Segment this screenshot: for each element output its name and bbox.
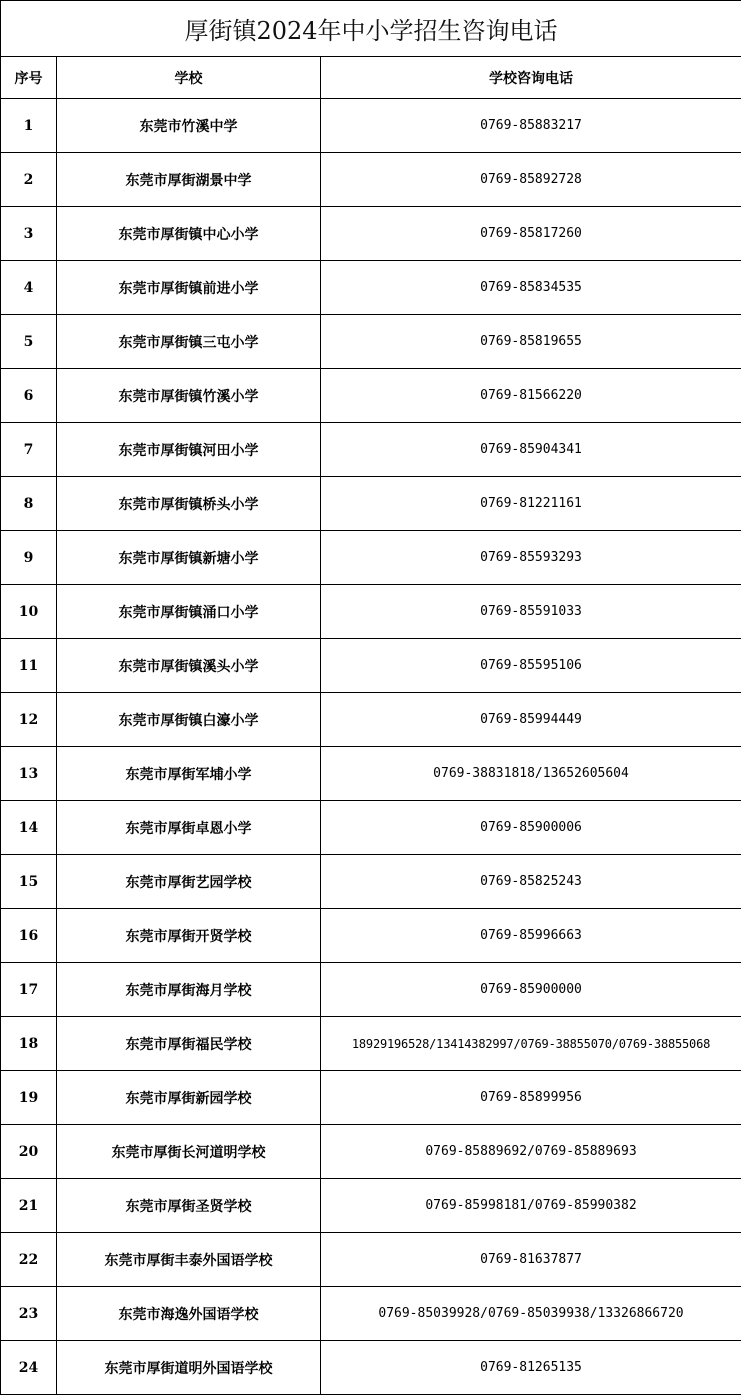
- row-number: 11: [1, 639, 57, 693]
- row-number: 1: [1, 99, 57, 153]
- table-row: [1, 1341, 741, 1395]
- school-phone: 0769-85998181/0769-85990382: [321, 1179, 741, 1233]
- table-row: [1, 1287, 741, 1341]
- school-name: 东莞市厚街镇中心小学: [57, 207, 321, 261]
- school-name: 东莞市厚街圣贤学校: [57, 1179, 321, 1233]
- school-name: 东莞市厚街福民学校: [57, 1017, 321, 1071]
- school-name: 东莞市厚街卓恩小学: [57, 801, 321, 855]
- table-row: [1, 585, 741, 639]
- school-phone: 0769-85904341: [321, 423, 741, 477]
- row-number: 12: [1, 693, 57, 747]
- school-phone: 0769-85900006: [321, 801, 741, 855]
- row-number: 16: [1, 909, 57, 963]
- school-name: 东莞市厚街新园学校: [57, 1071, 321, 1125]
- school-name: 东莞市厚街镇河田小学: [57, 423, 321, 477]
- school-phone: 0769-81265135: [321, 1341, 741, 1395]
- school-phone: 0769-85039928/0769-85039938/13326866720: [321, 1287, 741, 1341]
- school-phone: 0769-85996663: [321, 909, 741, 963]
- school-phone: 0769-85591033: [321, 585, 741, 639]
- row-number: 8: [1, 477, 57, 531]
- table-row: [1, 153, 741, 207]
- header-no: 序号: [1, 57, 57, 99]
- school-name: 东莞市海逸外国语学校: [57, 1287, 321, 1341]
- school-name: 东莞市厚街长河道明学校: [57, 1125, 321, 1179]
- table-row: [1, 909, 741, 963]
- school-phone: 0769-85994449: [321, 693, 741, 747]
- row-number: 15: [1, 855, 57, 909]
- row-number: 9: [1, 531, 57, 585]
- school-phone: 0769-38831818/13652605604: [321, 747, 741, 801]
- row-number: 13: [1, 747, 57, 801]
- table-row: [1, 1233, 741, 1287]
- school-name: 东莞市厚街镇溪头小学: [57, 639, 321, 693]
- school-phone: 0769-85892728: [321, 153, 741, 207]
- row-number: 18: [1, 1017, 57, 1071]
- row-number: 7: [1, 423, 57, 477]
- row-number: 20: [1, 1125, 57, 1179]
- school-phone: 18929196528/13414382997/0769-38855070/0769-38855068: [321, 1017, 741, 1071]
- school-phone: 0769-85825243: [321, 855, 741, 909]
- school-name: 东莞市厚街道明外国语学校: [57, 1341, 321, 1395]
- row-number: 17: [1, 963, 57, 1017]
- school-name: 东莞市竹溪中学: [57, 99, 321, 153]
- table-row: [1, 315, 741, 369]
- school-name: 东莞市厚街艺园学校: [57, 855, 321, 909]
- table-row: [1, 1125, 741, 1179]
- table-row: [1, 261, 741, 315]
- school-name: 东莞市厚街镇涌口小学: [57, 585, 321, 639]
- school-phone: 0769-85595106: [321, 639, 741, 693]
- table-row: [1, 963, 741, 1017]
- table-row: [1, 855, 741, 909]
- school-name: 东莞市厚街镇三屯小学: [57, 315, 321, 369]
- school-phone: 0769-81221161: [321, 477, 741, 531]
- school-name: 东莞市厚街海月学校: [57, 963, 321, 1017]
- school-name: 东莞市厚街镇新塘小学: [57, 531, 321, 585]
- row-number: 19: [1, 1071, 57, 1125]
- school-name: 东莞市厚街开贤学校: [57, 909, 321, 963]
- school-name: 东莞市厚街镇前进小学: [57, 261, 321, 315]
- school-phone: 0769-85817260: [321, 207, 741, 261]
- row-number: 4: [1, 261, 57, 315]
- school-phone: 0769-85593293: [321, 531, 741, 585]
- table-title: 厚街镇2024年中小学招生咨询电话: [1, 1, 741, 57]
- header-school: 学校: [57, 57, 321, 99]
- school-phone: 0769-85889692/0769-85889693: [321, 1125, 741, 1179]
- table-row: [1, 1017, 741, 1071]
- school-name: 东莞市厚街镇竹溪小学: [57, 369, 321, 423]
- school-phone: 0769-81566220: [321, 369, 741, 423]
- table-row: [1, 423, 741, 477]
- school-phone: 0769-85883217: [321, 99, 741, 153]
- school-name: 东莞市厚街镇桥头小学: [57, 477, 321, 531]
- row-number: 5: [1, 315, 57, 369]
- school-phone: 0769-85899956: [321, 1071, 741, 1125]
- table-row: [1, 639, 741, 693]
- table-row: [1, 477, 741, 531]
- header-row: [1, 57, 741, 99]
- table-row: [1, 369, 741, 423]
- row-number: 3: [1, 207, 57, 261]
- school-name: 东莞市厚街军埔小学: [57, 747, 321, 801]
- table-row: [1, 99, 741, 153]
- table-row: [1, 747, 741, 801]
- row-number: 6: [1, 369, 57, 423]
- school-name: 东莞市厚街湖景中学: [57, 153, 321, 207]
- school-phone: 0769-81637877: [321, 1233, 741, 1287]
- row-number: 2: [1, 153, 57, 207]
- school-phone: 0769-85819655: [321, 315, 741, 369]
- school-name: 东莞市厚街镇白濠小学: [57, 693, 321, 747]
- table-row: [1, 1179, 741, 1233]
- row-number: 24: [1, 1341, 57, 1395]
- school-name: 东莞市厚街丰泰外国语学校: [57, 1233, 321, 1287]
- table-body: [1, 99, 741, 1395]
- row-number: 23: [1, 1287, 57, 1341]
- table-row: [1, 531, 741, 585]
- row-number: 10: [1, 585, 57, 639]
- table-row: [1, 693, 741, 747]
- table-row: [1, 1071, 741, 1125]
- table-row: [1, 207, 741, 261]
- row-number: 22: [1, 1233, 57, 1287]
- table-row: [1, 801, 741, 855]
- row-number: 14: [1, 801, 57, 855]
- header-phone: 学校咨询电话: [321, 57, 741, 99]
- school-phone: 0769-85900000: [321, 963, 741, 1017]
- school-phone: 0769-85834535: [321, 261, 741, 315]
- row-number: 21: [1, 1179, 57, 1233]
